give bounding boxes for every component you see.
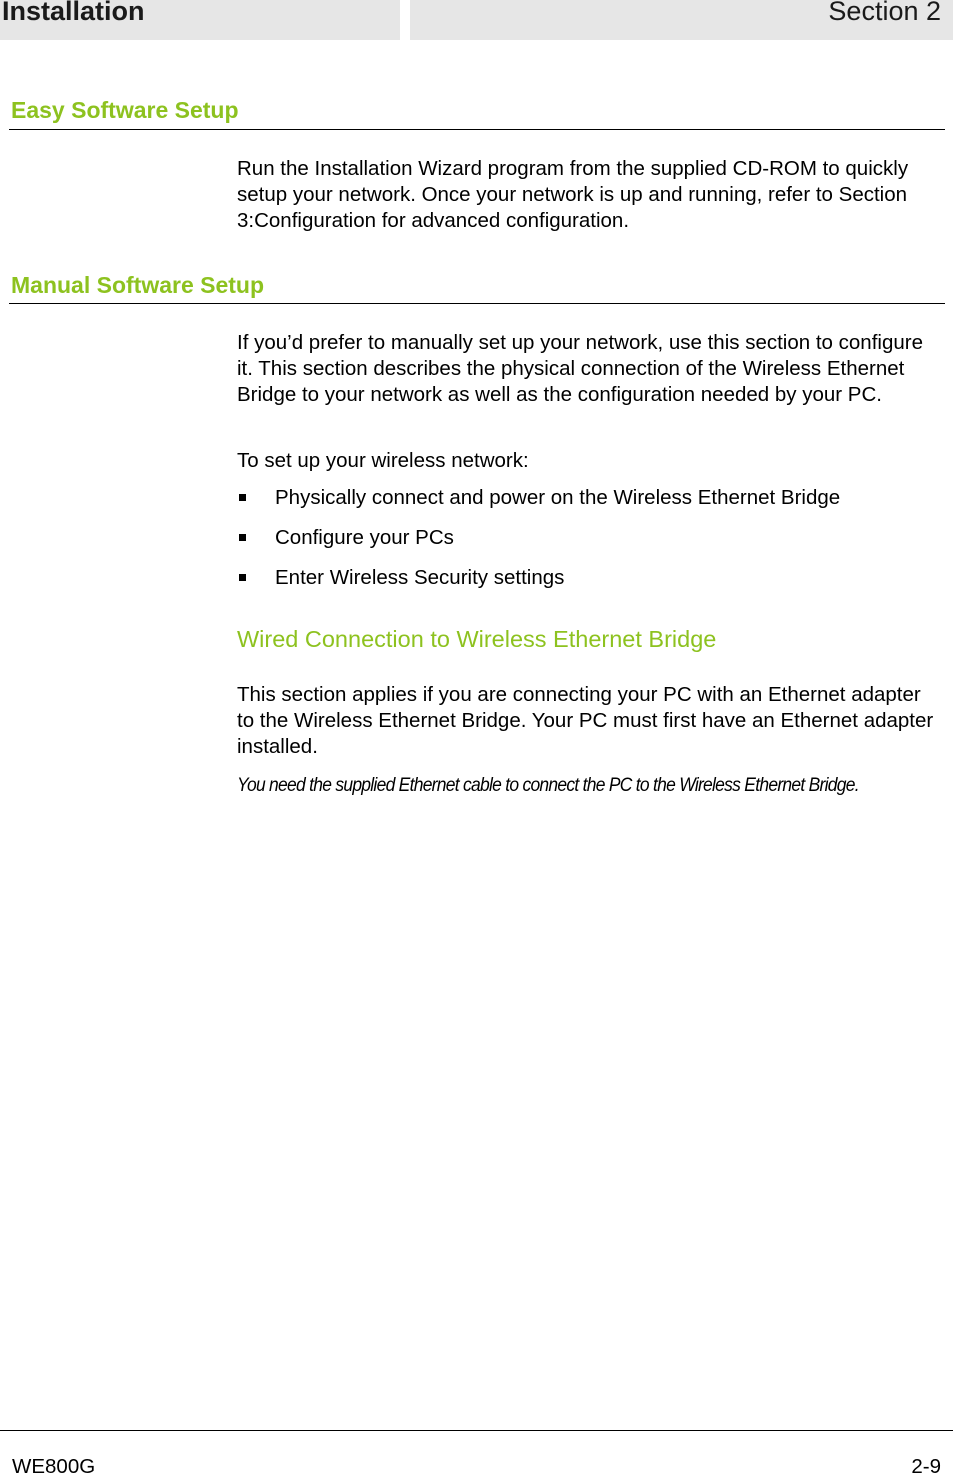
manual-setup-divider (9, 303, 945, 304)
list-item-text: Enter Wireless Security settings (275, 566, 565, 589)
setup-steps-list (237, 484, 942, 604)
header-chapter-tab (0, 0, 400, 40)
wired-connection-note: You need the supplied Ethernet cable to connect the PC to the Wireless Ethernet Bridge. (237, 775, 859, 796)
header-chapter-title: Installation (2, 0, 145, 26)
manual-setup-paragraph: If you’d prefer to manually set up your network, use this section to configure it. This section describes the physical connection of the Wireless Ethernet Bridge to your network as well as the configuration needed by your PC. (237, 331, 923, 406)
footer-divider (0, 1430, 953, 1431)
list-item (237, 484, 942, 524)
square-bullet-icon (239, 534, 246, 541)
manual-setup-intro: To set up your wireless network: (237, 449, 529, 472)
header-section-title: Section 2 (828, 0, 941, 26)
footer-page-number: 2-9 (911, 1455, 941, 1478)
manual-setup-heading: Manual Software Setup (11, 272, 265, 298)
wired-connection-heading: Wired Connection to Wireless Ethernet Bridge (237, 626, 717, 652)
footer-model: WE800G (12, 1455, 96, 1478)
easy-setup-heading: Easy Software Setup (11, 97, 239, 123)
list-item (237, 524, 942, 564)
easy-setup-paragraph: Run the Installation Wizard program from the supplied CD-ROM to quickly setup your network. Once your network is up and running, refer to Section 3:Configuration for advanced configuration. (237, 157, 909, 232)
square-bullet-icon (239, 574, 246, 581)
list-item-text: Physically connect and power on the Wireless Ethernet Bridge (275, 486, 841, 509)
page-header (0, 0, 953, 40)
easy-setup-divider (9, 129, 945, 130)
wired-connection-paragraph: This section applies if you are connecting your PC with an Ethernet adapter to the Wireless Ethernet Bridge. Your PC must first have an Ethernet adapter installed. (237, 683, 934, 758)
square-bullet-icon (239, 494, 246, 501)
header-section-tab (410, 0, 953, 40)
list-item-text: Configure your PCs (275, 526, 454, 549)
list-item (237, 564, 942, 604)
